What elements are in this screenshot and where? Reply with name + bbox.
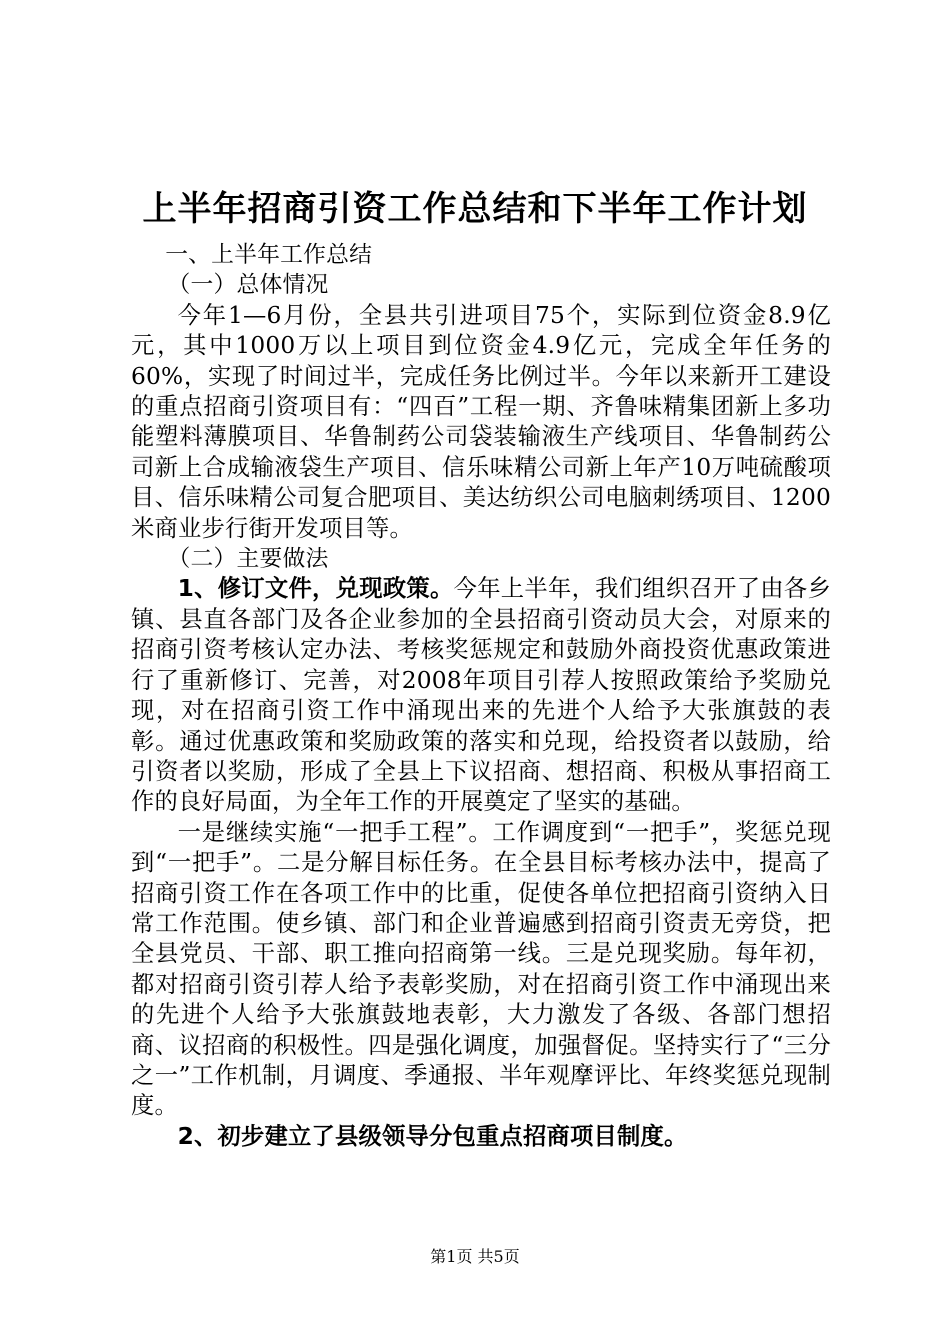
section-heading: 一、上半年工作总结 [165, 242, 373, 268]
body-paragraph [131, 574, 831, 817]
body-paragraph: 一是继续实施“一把手工程”。工作调度到“一把手”，奖惩兑现到“一把手”。二是分解目标任务。在全县目标考核办法中，提高了招商引资工作在各项工作中的比重，促使各单位把招商引资纳入日常工作范围。使乡镇、部门和企业普遍感到招商引资责无旁贷，把全县党员、干部、职工推向招商第一线。三是兑现奖励。每年初，都对招商引资引荐人给予表彰奖励，对在招商引资工作中涌现出来的先进个人给予大张旗鼓地表彰，大力激发了各级、各部门想招商、议招商的积极性。四是强化调度，加强督促。坚持实行了“三分之一”工作机制，月调度、季通报、半年观摩评比、年终奖惩兑现制度。 [131, 818, 831, 1120]
document-body [131, 240, 831, 1152]
body-paragraph: 今年1—6月份，全县共引进项目75个，实际到位资金8.9亿元，其中1000万以上项目到位资金4.9亿元，完成全年任务的60%，实现了时间过半，完成任务比例过半。今年以来新开工建设的重点招商引资项目有：“四百”工程一期、齐鲁味精集团新上多功能塑料薄膜项目、华鲁制药公司袋装输液生产线项目、华鲁制药公司新上合成输液袋生产项目、信乐味精公司新上年产10万吨硫酸项目、信乐味精公司复合肥项目、美达纺织公司电脑刺绣项目、1200米商业步行街开发项目等。 [131, 301, 831, 542]
paragraph-text: 今年上半年，我们组织召开了由各乡镇、县直各部门及各企业参加的全县招商引资动员大会，对原来的招商引资考核认定办法、考核奖惩规定和鼓励外商投资优惠政策进行了重新修订、完善，对2008年项目引荐人按照政策给予奖励兑现，对在招商引资工作中涌现出来的先进个人给予大张旗鼓的表彰。通过优惠政策和奖励政策的落实和兑现，给投资者以鼓励，给引资者以奖励，形成了全县上下议招商、想招商、积极从事招商工作的良好局面，为全年工作的开展奠定了坚实的基础。 [131, 575, 831, 816]
paragraph-lead: 1、修订文件，兑现政策。 [177, 575, 454, 603]
body-paragraph-bold: 2、初步建立了县级领导分包重点招商项目制度。 [177, 1122, 688, 1150]
subsection-heading: （一）总体情况 [167, 272, 329, 299]
document-title: 上半年招商引资工作总结和下半年工作计划 [142, 189, 808, 229]
subsection-heading: （二）主要做法 [167, 546, 329, 573]
page-footer: 第1页 共5页 [430, 1247, 520, 1266]
